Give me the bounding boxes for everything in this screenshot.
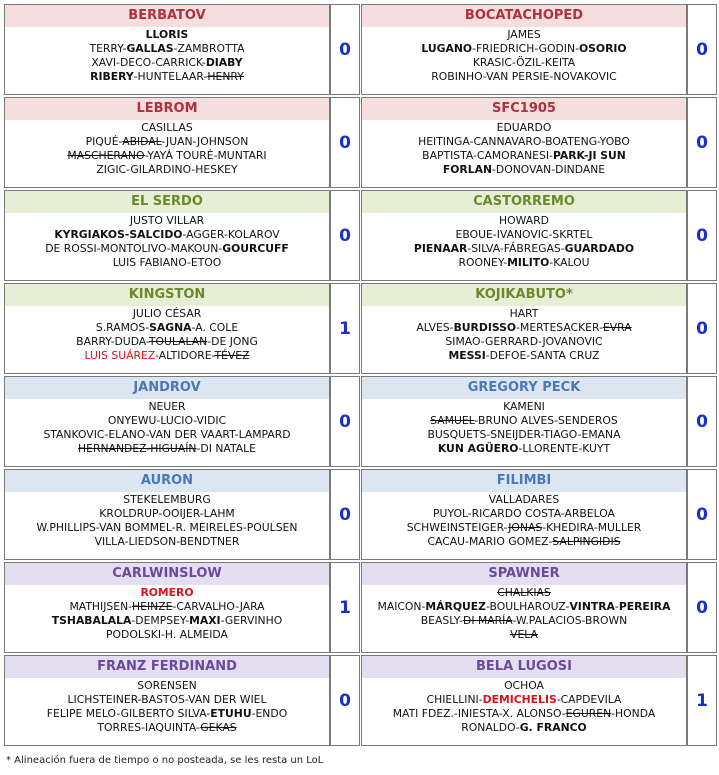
- lineup: [362, 27, 686, 84]
- away-team-card: [361, 376, 687, 467]
- player-name: ROMERO: [140, 586, 194, 599]
- player-name-struck: JONAS: [508, 521, 543, 534]
- lineup-line: [5, 428, 329, 442]
- player-name-struck: VELA: [510, 628, 538, 641]
- lineup-line: [5, 693, 329, 707]
- player-name: JAMES: [507, 28, 541, 41]
- home-score: 0: [330, 376, 360, 467]
- lineup: [5, 27, 329, 84]
- player-name: CHIELLINI-: [426, 693, 483, 706]
- player-name: ROBINHO-VAN PERSIE-NOVAKOVIC: [431, 70, 617, 83]
- lineup: [5, 492, 329, 549]
- team-name: SPAWNER: [362, 563, 686, 585]
- lineup-line: [362, 256, 686, 270]
- player-name: -CARVALHO-JARA: [172, 600, 265, 613]
- lineup-line: [362, 42, 686, 56]
- player-name: SIMAO-GERRARD-JOVANOVIC: [445, 335, 603, 348]
- player-name: BUSQUETS-SNEIJDER-TIAGO-EMANA: [427, 428, 621, 441]
- home-team-card: [4, 469, 330, 560]
- player-name: DE ROSSI-MONTOLIVO-MAKOUN-: [45, 242, 223, 255]
- player-name: DEMICHELIS: [482, 693, 557, 706]
- lineup-line: [362, 121, 686, 135]
- lineup-line: [5, 163, 329, 177]
- lineup: [362, 306, 686, 363]
- lineup-line: [362, 721, 686, 735]
- lineup-line: [5, 56, 329, 70]
- team-name: CARLWINSLOW: [5, 563, 329, 585]
- away-team-card: [361, 469, 687, 560]
- player-name: S.RAMOS-: [95, 321, 150, 334]
- lineup-line: [5, 614, 329, 628]
- player-name: -AGGER-KOLAROV: [182, 228, 280, 241]
- player-name: -BRUNO ALVES-SENDEROS: [474, 414, 618, 427]
- player-name-struck: HENRY: [207, 70, 244, 83]
- away-team-card: [361, 190, 687, 281]
- lineup: [5, 213, 329, 270]
- away-team-card: [361, 655, 687, 746]
- team-name: KINGSTON: [5, 284, 329, 306]
- lineup-line: [362, 679, 686, 693]
- team-name: FRANZ FERDINAND: [5, 656, 329, 678]
- lineup-line: [362, 335, 686, 349]
- lineup-line: [5, 679, 329, 693]
- player-name: NEUER: [148, 400, 186, 413]
- home-team-card: [4, 376, 330, 467]
- away-team-card: [361, 283, 687, 374]
- lineup-line: [362, 507, 686, 521]
- player-name: -W.PALACIOS-BROWN: [512, 614, 628, 627]
- lineup-line: [5, 214, 329, 228]
- lineup-line: [362, 442, 686, 456]
- lineup: [5, 120, 329, 177]
- lineup: [362, 213, 686, 270]
- home-score: 1: [330, 562, 360, 653]
- player-name: XAVI-DECO-CARRICK-: [91, 56, 206, 69]
- player-name: ALVES-: [416, 321, 454, 334]
- player-name: MAICON-: [377, 600, 426, 613]
- player-name: MAXI: [189, 614, 221, 627]
- home-score: 0: [330, 97, 360, 188]
- player-name: CACAU-MARIO GOMEZ-: [427, 535, 553, 548]
- lineup-line: [362, 428, 686, 442]
- lineup-line: [5, 42, 329, 56]
- lineup: [5, 306, 329, 363]
- lineup: [5, 678, 329, 735]
- away-score: 1: [687, 655, 717, 746]
- team-name: JANDROV: [5, 377, 329, 399]
- player-name-struck: EVRA: [602, 321, 632, 334]
- player-name-struck: SAMUEL: [430, 414, 475, 427]
- lineup-line: [362, 349, 686, 363]
- player-name: KROLDRUP-OOIJER-LAHM: [99, 507, 235, 520]
- player-name: GOURCUFF: [222, 242, 289, 255]
- player-name: OCHOA: [504, 679, 544, 692]
- lineup-line: [362, 307, 686, 321]
- away-score: 0: [687, 97, 717, 188]
- lineup-line: [362, 28, 686, 42]
- player-name: LUGANO: [421, 42, 473, 55]
- player-name-struck: EGUREN: [565, 707, 612, 720]
- lineup-line: [362, 707, 686, 721]
- player-name: PUYOL-RICARDO COSTA-ARBELOA: [433, 507, 615, 520]
- lineup-line: [5, 400, 329, 414]
- player-name: -SILVA-FÁBREGAS-: [467, 242, 565, 255]
- team-name: BERBATOV: [5, 5, 329, 27]
- player-name: GUARDADO: [564, 242, 635, 255]
- lineup: [362, 585, 686, 642]
- player-name: W.PHILLIPS-VAN BOMMEL-R. MEIRELES-POULSEN: [36, 521, 298, 534]
- player-name: LUIS SUÁREZ: [84, 349, 156, 362]
- lineup: [362, 678, 686, 735]
- home-team-card: [4, 562, 330, 653]
- lineup-line: [5, 493, 329, 507]
- player-name: MILITO: [507, 256, 550, 269]
- player-name: SCHWEINSTEIGER-: [406, 521, 509, 534]
- lineup-line: [362, 600, 686, 614]
- lineup-line: [5, 242, 329, 256]
- player-name: -MERTESACKER-: [516, 321, 603, 334]
- lineup-line: [5, 28, 329, 42]
- away-score: 0: [687, 4, 717, 95]
- home-score: 0: [330, 469, 360, 560]
- player-name: -YAYÁ TOURÉ-MUNTARI: [144, 149, 267, 162]
- player-name: -DE JONG: [207, 335, 258, 348]
- player-name: -ALTIDORE-: [155, 349, 215, 362]
- lineup-line: [5, 628, 329, 642]
- player-name: KAMENI: [503, 400, 545, 413]
- lineup-line: [5, 707, 329, 721]
- player-name: SAGNA: [149, 321, 192, 334]
- player-name: LUIS FABIANO-ETOO: [112, 256, 222, 269]
- player-name: VINTRA: [569, 600, 615, 613]
- team-name: FILIMBI: [362, 470, 686, 492]
- lineup-line: [5, 442, 329, 456]
- lineup-line: [362, 149, 686, 163]
- player-name: JUSTO VILLAR: [129, 214, 205, 227]
- lineup-line: [362, 242, 686, 256]
- player-name: -CAPDEVILA: [556, 693, 622, 706]
- player-name: TSHABALALA: [51, 614, 132, 627]
- away-score: 0: [687, 190, 717, 281]
- player-name: PEREIRA: [618, 600, 671, 613]
- player-name: RIBERY: [90, 70, 134, 83]
- player-name: MESSI: [448, 349, 486, 362]
- lineup-line: [5, 721, 329, 735]
- team-name: LEBROM: [5, 98, 329, 120]
- home-score: 0: [330, 655, 360, 746]
- away-score: 0: [687, 469, 717, 560]
- player-name: ROONEY-: [458, 256, 508, 269]
- home-score: 1: [330, 283, 360, 374]
- player-name: -A. COLE: [191, 321, 239, 334]
- away-score: 0: [687, 376, 717, 467]
- lineup-line: [5, 507, 329, 521]
- player-name: LICHSTEINER-BASTOS-VAN DER WIEL: [67, 693, 267, 706]
- player-name-struck: GEKAS: [200, 721, 237, 734]
- lineup-line: [5, 335, 329, 349]
- away-score: 0: [687, 283, 717, 374]
- home-team-card: [4, 97, 330, 188]
- player-name: -DEMPSEY-: [131, 614, 190, 627]
- lineup-line: [5, 414, 329, 428]
- player-name: G. FRANCO: [519, 721, 587, 734]
- home-team-card: [4, 4, 330, 95]
- player-name: PIQUÉ-: [85, 135, 123, 148]
- player-name: MÁRQUEZ: [425, 600, 486, 613]
- lineup: [362, 492, 686, 549]
- player-name: -: [614, 600, 619, 613]
- player-name-struck: HERNANDEZ-HIGUAÍN: [78, 442, 197, 455]
- player-name: JULIO CÉSAR: [132, 307, 202, 320]
- away-team-card: [361, 4, 687, 95]
- team-name: BELA LUGOSI: [362, 656, 686, 678]
- player-name-struck: TOULALAN: [148, 335, 208, 348]
- player-name: BURDISSO: [453, 321, 517, 334]
- player-name: STANKOVIC-ELANO-VAN DER VAART-LAMPARD: [43, 428, 291, 441]
- lineup-line: [362, 414, 686, 428]
- player-name: -DEFOE-SANTA CRUZ: [485, 349, 600, 362]
- player-name: BEASLY-: [420, 614, 464, 627]
- team-name: EL SERDO: [5, 191, 329, 213]
- player-name: -ENDO: [251, 707, 288, 720]
- away-team-card: [361, 562, 687, 653]
- lineup-line: [5, 307, 329, 321]
- player-name: PIENAAR: [413, 242, 468, 255]
- lineup: [362, 120, 686, 177]
- lineup-line: [362, 521, 686, 535]
- player-name: -ZAMBROTTA: [173, 42, 245, 55]
- lineup-line: [362, 628, 686, 642]
- player-name: VALLADARES: [488, 493, 560, 506]
- team-name: CASTORREMO: [362, 191, 686, 213]
- player-name: FORLAN: [442, 163, 492, 176]
- team-name: BOCATACHOPED: [362, 5, 686, 27]
- player-name: TERRY-: [89, 42, 127, 55]
- team-name: AURON: [5, 470, 329, 492]
- player-name: KRASIC-ÖZIL-KEITA: [472, 56, 576, 69]
- player-name-struck: ABIDAL: [122, 135, 162, 148]
- home-score: 0: [330, 4, 360, 95]
- player-name: BAPTISTA-CAMORANESI-: [422, 149, 553, 162]
- player-name-struck: SALPINGIDIS: [552, 535, 621, 548]
- lineup-line: [362, 693, 686, 707]
- player-name: TORRES-IAQUINTA-: [97, 721, 201, 734]
- home-score: 0: [330, 190, 360, 281]
- lineup-line: [5, 521, 329, 535]
- player-name: -JUAN-JOHNSON: [161, 135, 249, 148]
- player-name: KUN AGÜERO: [437, 442, 519, 455]
- player-name: RONALDO-: [461, 721, 520, 734]
- lineup-line: [362, 228, 686, 242]
- player-name: EDUARDO: [496, 121, 552, 134]
- player-name: -FRIEDRICH-GODIN-: [472, 42, 579, 55]
- player-name: -KALOU: [549, 256, 590, 269]
- lineup-line: [5, 121, 329, 135]
- lineup: [5, 399, 329, 456]
- away-score: 0: [687, 562, 717, 653]
- player-name: ZIGIC-GILARDINO-HESKEY: [96, 163, 238, 176]
- player-name: STEKELEMBURG: [123, 493, 211, 506]
- lineup-line: [362, 70, 686, 84]
- player-name: DIABY: [205, 56, 243, 69]
- home-team-card: [4, 190, 330, 281]
- player-name: ETUHU: [210, 707, 252, 720]
- player-name: -DONOVAN-DINDANE: [492, 163, 606, 176]
- player-name: HOWARD: [499, 214, 549, 227]
- home-team-card: [4, 655, 330, 746]
- player-name: HART: [509, 307, 539, 320]
- player-name: BARRY-DUDA-: [76, 335, 149, 348]
- lineup-line: [5, 600, 329, 614]
- player-name: SORENSEN: [137, 679, 197, 692]
- player-name: HEITINGA-CANNAVARO-BOATENG-YOBO: [418, 135, 630, 148]
- player-name: EBOUE-IVANOVIC-SKRTEL: [455, 228, 593, 241]
- player-name: OSORIO: [578, 42, 627, 55]
- player-name-struck: HEINZE: [132, 600, 173, 613]
- lineup-line: [5, 256, 329, 270]
- player-name: LLORIS: [145, 28, 189, 41]
- player-name: -BOULHAROUZ-: [485, 600, 570, 613]
- lineup: [5, 585, 329, 642]
- player-name: VILLA-LIEDSON-BENDTNER: [94, 535, 240, 548]
- player-name-struck: CHALKIAS: [497, 586, 551, 599]
- lineup-line: [362, 321, 686, 335]
- lineup-line: [5, 586, 329, 600]
- home-team-card: [4, 283, 330, 374]
- lineup-line: [362, 586, 686, 600]
- lineup-line: [362, 56, 686, 70]
- footnote: * Alineación fuera de tiempo o no posteada, se les resta un LoL: [6, 755, 324, 766]
- team-name: KOJIKABUTO*: [362, 284, 686, 306]
- lineup-line: [5, 70, 329, 84]
- player-name: ONYEWU-LUCIO-VIDIC: [107, 414, 227, 427]
- player-name: FELIPE MELO-GILBERTO SILVA-: [46, 707, 211, 720]
- lineup-line: [362, 163, 686, 177]
- player-name: CASILLAS: [141, 121, 193, 134]
- player-name: -LLORENTE-KUYT: [518, 442, 611, 455]
- player-name: -DI NATALE: [196, 442, 256, 455]
- lineup-line: [5, 535, 329, 549]
- lineup-line: [362, 535, 686, 549]
- lineup-line: [362, 214, 686, 228]
- player-name: -HONDA: [611, 707, 656, 720]
- player-name: PARK-JI SUN: [552, 149, 626, 162]
- lineup-line: [362, 135, 686, 149]
- lineup-line: [362, 614, 686, 628]
- player-name: -HUNTELAAR-: [133, 70, 208, 83]
- player-name-struck: DI MARÍA: [463, 614, 513, 627]
- player-name: -GERVINHO: [220, 614, 283, 627]
- lineup-line: [5, 149, 329, 163]
- player-name: MATHIJSEN-: [69, 600, 133, 613]
- player-name-struck: MASCHERANO: [67, 149, 145, 162]
- away-team-card: [361, 97, 687, 188]
- player-name-struck: TÉVEZ: [214, 349, 250, 362]
- player-name: PODOLSKI-H. ALMEIDA: [106, 628, 228, 641]
- lineup-line: [5, 349, 329, 363]
- player-name: MATI FDEZ.-INIESTA-X. ALONSO-: [392, 707, 566, 720]
- lineup-line: [5, 135, 329, 149]
- team-name: SFC1905: [362, 98, 686, 120]
- player-name: KYRGIAKOS-SALCIDO: [54, 228, 183, 241]
- team-name: GREGORY PECK: [362, 377, 686, 399]
- lineup-line: [5, 228, 329, 242]
- lineup-line: [362, 400, 686, 414]
- lineup-line: [5, 321, 329, 335]
- player-name: GALLAS: [126, 42, 174, 55]
- lineup: [362, 399, 686, 456]
- player-name: -KHEDIRA-MULLER: [542, 521, 642, 534]
- lineup-line: [362, 493, 686, 507]
